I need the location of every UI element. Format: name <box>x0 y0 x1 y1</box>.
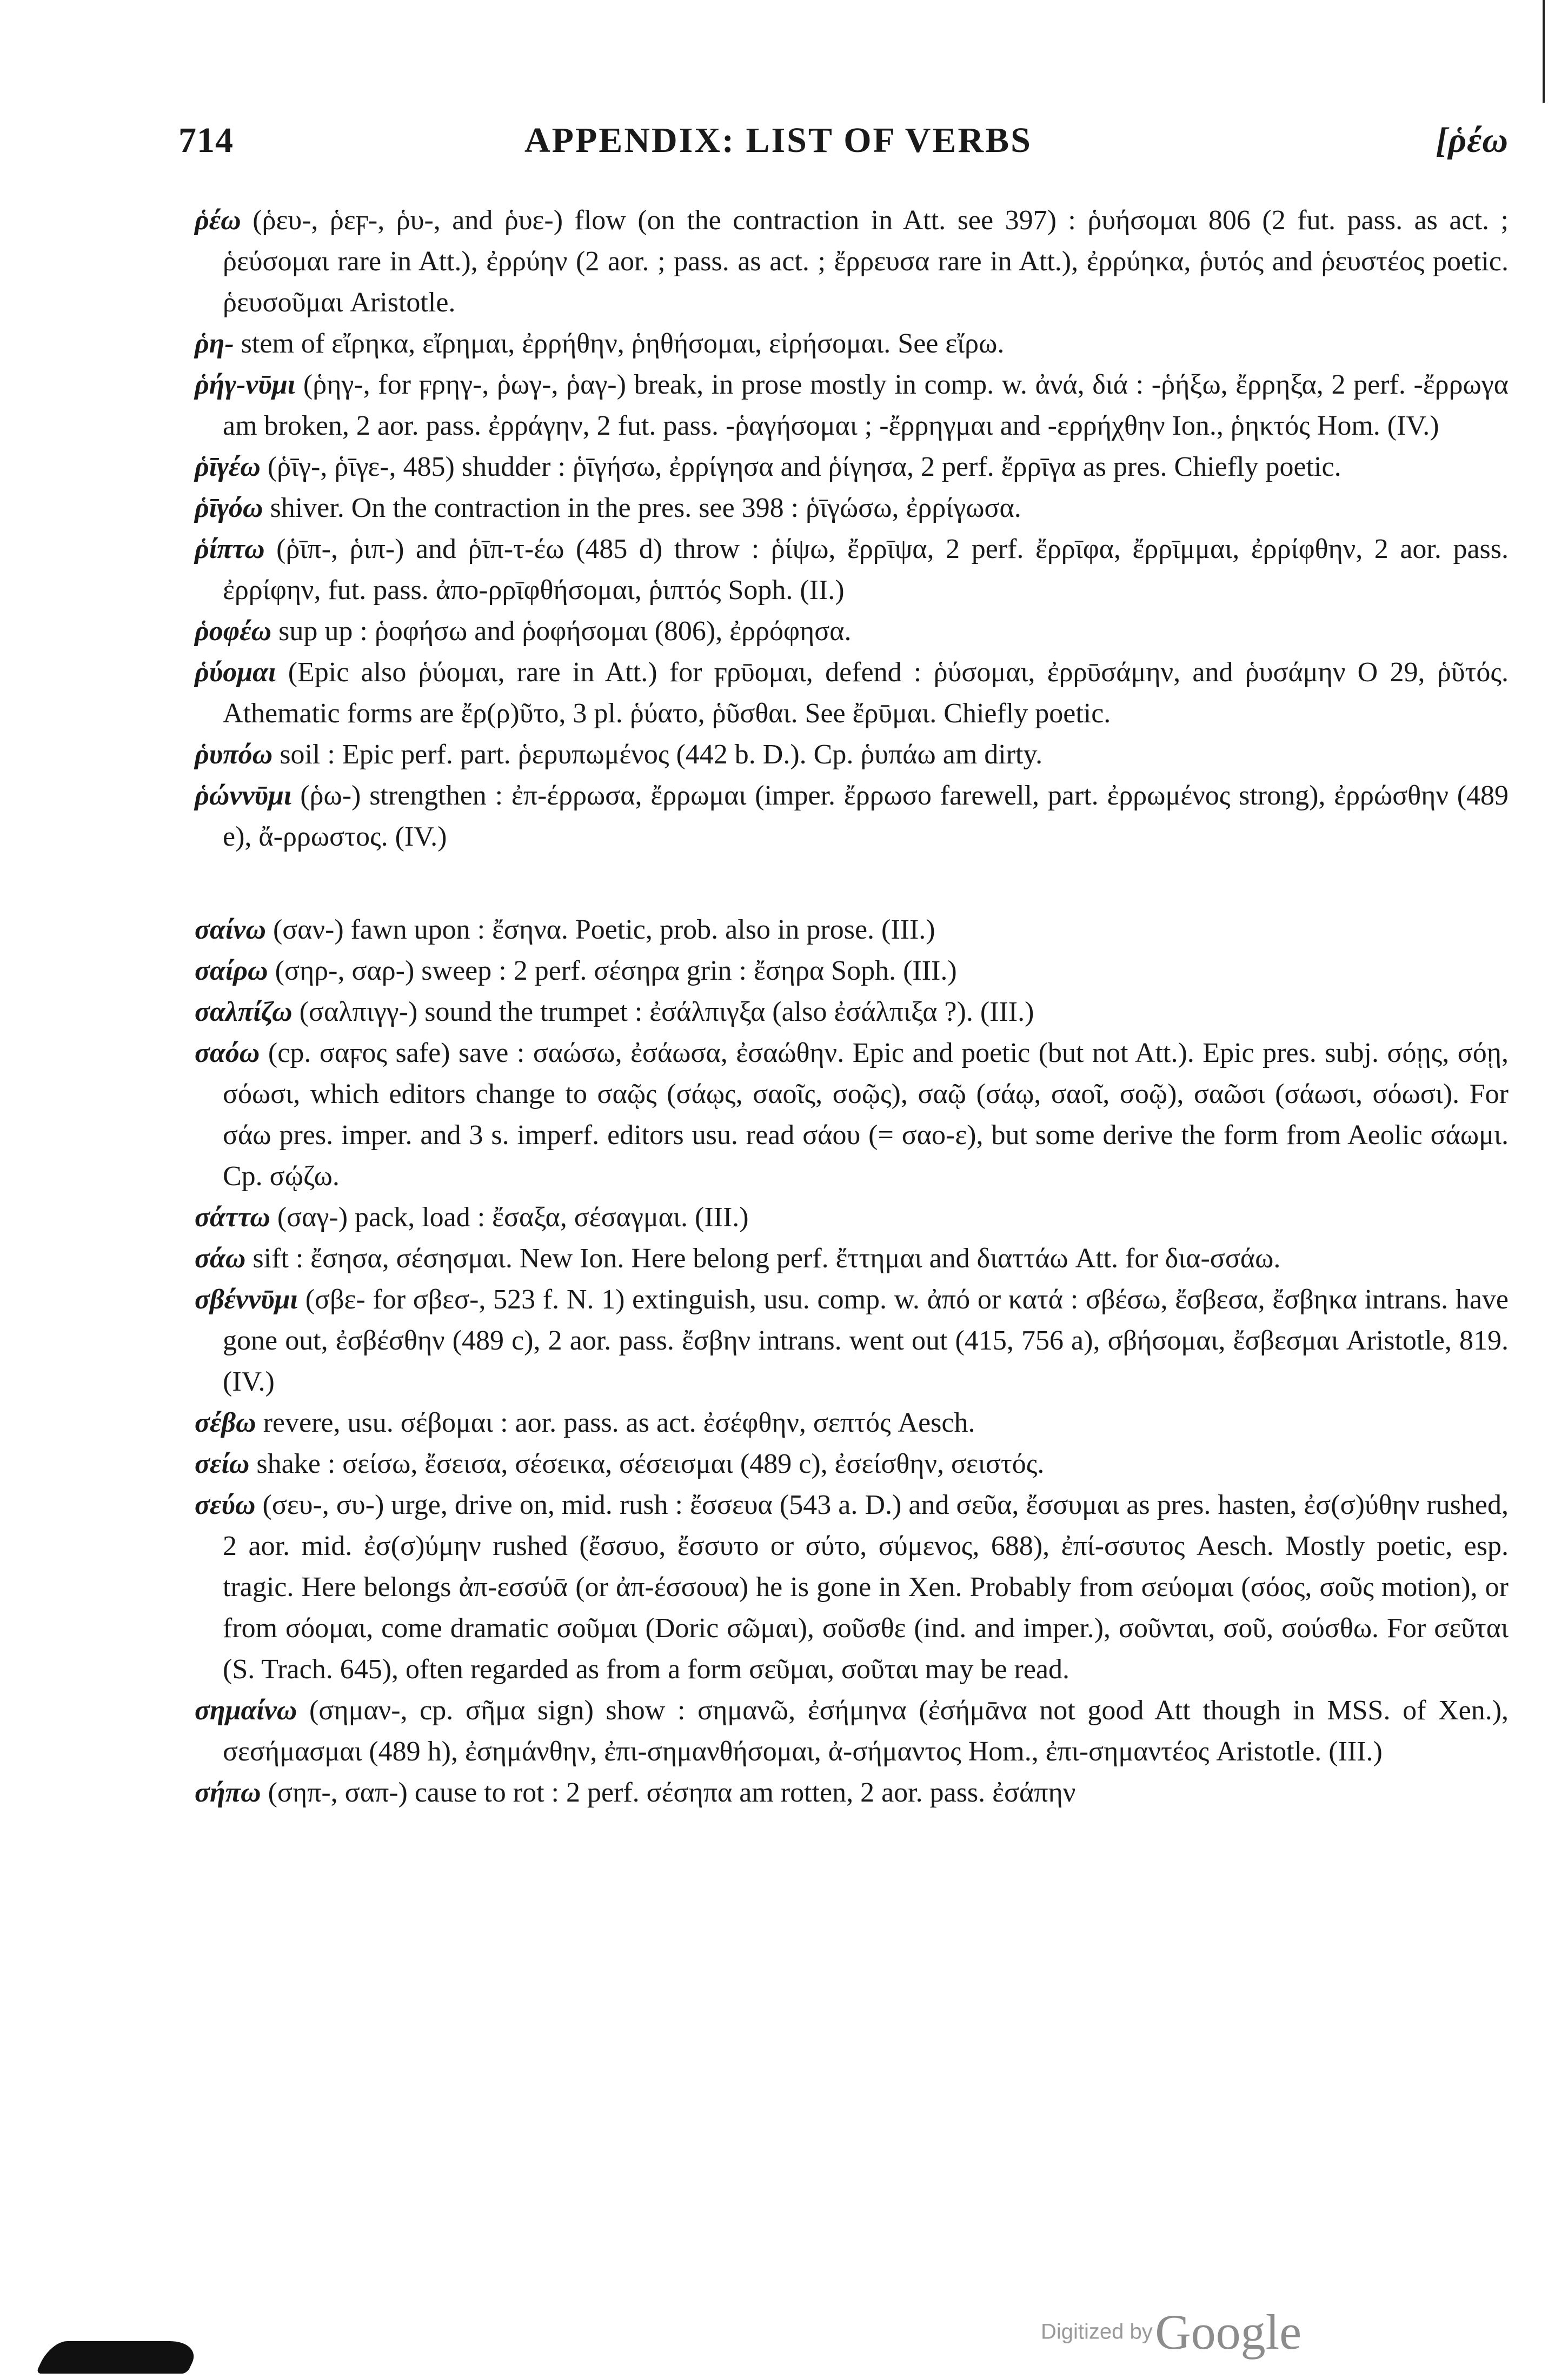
entry-text: (σαλπιγγ-) sound the trumpet : ἐσάλπιγξα (also ἐσάλπιξα ?). (III.) <box>299 996 1034 1027</box>
entry-text: (ῥευ-, ῥεϝ-, ῥυ-, and ῥυε-) flow (on the contraction in Att. see 397) : ῥυήσομαι 806 (2 fut. pass. as act. ; ῥεύσομαι rare in Att.), ἐρρύην (2 aor. ; pass. as act. ; ἔρρευσα rare in Att.), ἐρρύηκα, ῥυτός and ῥευστέος poetic. ῥευσοῦμαι Aristotle. <box>223 205 1509 318</box>
verb-list <box>195 200 1509 1813</box>
verb-entry <box>195 529 1509 611</box>
verb-entry <box>195 1690 1509 1772</box>
entry-headword: σαλπίζω <box>195 996 293 1027</box>
verb-entry <box>195 1444 1509 1485</box>
page-edge-rule <box>1543 0 1545 103</box>
verb-entry <box>195 1033 1509 1197</box>
verb-entry <box>195 200 1509 323</box>
entry-text: (σαγ-) pack, load : ἔσαξα, σέσαγμαι. (III.) <box>277 1202 749 1233</box>
entry-text: sift : ἔσησα, σέσησμαι. New Ion. Here belong perf. ἔττημαι and διαττάω Att. for δια-σσάω. <box>253 1243 1281 1274</box>
running-head: [ῥέω <box>1436 121 1509 160</box>
entry-headword: ῥῑγέω <box>195 451 261 482</box>
entry-text: (Epic also ῥύομαι, rare in Att.) for ϝρῡομαι, defend : ῥύσομαι, ἐρρῡσάμην, and ῥυσάμην O 29, ῥῦτός. Athematic forms are ἔρ(ρ)ῦτο, 3 pl. ῥύατο, ῥῦσθαι. See ἔρῡμαι. Chiefly poetic. <box>223 657 1509 729</box>
page-number: 714 <box>178 121 234 160</box>
entry-text: (cp. σαϝος safe) save : σαώσω, ἐσάωσα, ἐσαώθην. Epic and poetic (but not Att.). Epic pres. subj. σόῃς, σόῃ, σόωσι, which editors change to σαῷς (σάῳς, σαοῖς, σοῷς), σαῷ (σάῳ, σαοῖ, σοῷ), σαῶσι (σάωσι, σόωσι). For σάω pres. imper. and 3 s. imperf. editors usu. read σάου (= σαο-ε), but some derive the form from Aeolic σάωμι. Cp. σῴζω. <box>223 1038 1509 1192</box>
entry-headword: σαίνω <box>195 914 266 945</box>
entry-headword: ῥη- <box>195 328 234 359</box>
entry-text: (σαν-) fawn upon : ἔσηνα. Poetic, prob. also in prose. (III.) <box>273 914 935 945</box>
scan-smudge <box>36 2341 202 2374</box>
verb-entry <box>195 1197 1509 1238</box>
entry-headword: ῥύομαι <box>195 657 276 688</box>
entry-text: revere, usu. σέβομαι : aor. pass. as act. ἐσέφθην, σεπτός Aesch. <box>263 1407 975 1438</box>
entry-headword: σαίρω <box>195 955 268 986</box>
verb-entry <box>195 1485 1509 1690</box>
entry-text: shiver. On the contraction in the pres. see 398 : ῥῑγώσω, ἐρρίγωσα. <box>270 493 1021 523</box>
verb-entry <box>195 909 1509 951</box>
entry-headword: σημαίνω <box>195 1695 297 1726</box>
entry-headword: ῥίπτω <box>195 534 265 564</box>
entry-text: soil : Epic perf. part. ῥερυπωμένος (442 b. D.). Cp. ῥυπάω am dirty. <box>280 739 1043 770</box>
verb-entry <box>195 1238 1509 1279</box>
verb-entry <box>195 951 1509 992</box>
entry-headword: σάω <box>195 1243 246 1274</box>
entry-text: shake : σείσω, ἔσεισα, σέσεικα, σέσεισμαι (489 c), ἐσείσθην, σειστός. <box>256 1448 1045 1479</box>
entry-text: (ῥῑπ-, ῥιπ-) and ῥῑπ-τ-έω (485 d) throw : ῥίψω, ἔρρῑψα, 2 perf. ἔρρῑφα, ἔρρῑμμαι, ἐρρίφθην, 2 aor. pass. ἐρρίφην, fut. pass. ἀπο-ρρῑφθήσομαι, ῥιπτός Soph. (II.) <box>223 534 1509 606</box>
entry-text: (σηπ-, σαπ-) cause to rot : 2 perf. σέσηπα am rotten, 2 aor. pass. ἐσάπην <box>268 1777 1076 1808</box>
watermark-prefix: Digitized by <box>1041 2320 1153 2344</box>
entry-text: (ῥῑγ-, ῥῑγε-, 485) shudder : ῥῑγήσω, ἐρρίγησα and ῥίγησα, 2 perf. ἔρρῑγα as pres. Chiefly poetic. <box>267 451 1341 482</box>
entry-headword: ῥέω <box>195 205 241 236</box>
verb-entry <box>195 992 1509 1033</box>
entry-headword: ῥοφέω <box>195 616 272 647</box>
verb-entry <box>195 1279 1509 1403</box>
verb-entry <box>195 1772 1509 1813</box>
entry-text: (σημαν-, cp. σῆμα sign) show : σημανῶ, ἐσήμηνα (ἐσήμᾱνα not good Att though in MSS. of Xen.), σεσήμασμαι (489 h), ἐσημάνθην, ἐπι-σημανθήσομαι, ἀ-σήμαντος Hom., ἐπι-σημαντέος Aristotle. (III.) <box>223 1695 1509 1767</box>
verb-entry <box>195 775 1509 858</box>
verb-entry <box>195 1403 1509 1444</box>
entry-text: (ῥηγ-, for ϝρηγ-, ῥωγ-, ῥαγ-) break, in prose mostly in comp. w. ἀνά, διά : -ῥήξω, ἔρρηξα, 2 perf. -ἔρρωγα am broken, 2 aor. pass. ἐρράγην, 2 fut. pass. -ῥαγήσομαι ; -ἔρρηγμαι and -ερρήχθην Ion., ῥηκτός Hom. (IV.) <box>223 369 1509 441</box>
entry-headword: ῥώννῡμι <box>195 780 292 811</box>
entry-text: sup up : ῥοφήσω and ῥοφήσομαι (806), ἐρρόφησα. <box>278 616 852 647</box>
verb-entry <box>195 364 1509 447</box>
entry-headword: σάττω <box>195 1202 270 1233</box>
entry-headword: σείω <box>195 1448 250 1479</box>
entry-text: stem of εἴρηκα, εἴρημαι, ἐρρήθην, ῥηθήσομαι, εἰρήσομαι. See εἴρω. <box>241 328 1005 359</box>
entry-headword: ῥήγ-νῡμι <box>195 369 296 400</box>
entry-text: (σηρ-, σαρ-) sweep : 2 perf. σέσηρα grin : ἔσηρα Soph. (III.) <box>275 955 957 986</box>
entry-headword: ῥῑγόω <box>195 493 263 523</box>
verb-entry <box>195 652 1509 734</box>
verb-entry <box>195 488 1509 529</box>
entry-text: (σβε- for σβεσ-, 523 f. N. 1) extinguish, usu. comp. w. ἀπό or κατά : σβέσω, ἔσβεσα, ἔσβηκα intrans. have gone out, ἐσβέσθην (489 c), 2 aor. pass. ἔσβην intrans. went out (415, 756 a), σβήσομαι, ἔσβεσμαι Aristotle, 819. (IV.) <box>223 1284 1509 1397</box>
entry-headword: ῥυπόω <box>195 739 273 770</box>
entry-text: (ῥω-) strengthen : ἐπ-έρρωσα, ἔρρωμαι (imper. ἔρρωσο farewell, part. ἐρρωμένος strong), ἐρρώσθην (489 e), ἄ-ρρωστος. (IV.) <box>223 780 1509 852</box>
verb-entry <box>195 323 1509 364</box>
verb-entry <box>195 447 1509 488</box>
entry-headword: σαόω <box>195 1038 260 1068</box>
entry-headword: σβέννῡμι <box>195 1284 298 1315</box>
google-logo-text: Google <box>1155 2304 1302 2360</box>
digitized-watermark <box>1041 2303 1301 2361</box>
entry-headword: σεύω <box>195 1490 256 1520</box>
entry-headword: σήπω <box>195 1777 261 1808</box>
entry-text: (σευ-, συ-) urge, drive on, mid. rush : ἔσσευα (543 a. D.) and σεῦα, ἔσσυμαι as pres. hasten, ἐσ(σ)ύθην rushed, 2 aor. mid. ἐσ(σ)ύμην rushed (ἔσσυο, ἔσσυτο or σύτο, σύμενος, 688), ἐπί-σσυτος Aesch. Mostly poetic, esp. tragic. Here belongs ἀπ-εσσύᾱ (or ἀπ-έσσουα) he is gone in Xen. Probably from σεύομαι (σόος, σοῦς motion), or from σόομαι, come dramatic σοῦμαι (Doric σῶμαι), σοῦσθε (ind. and imper.), σοῦνται, σοῦ, σούσθω. For σεῦται (S. Trach. 645), often regarded as from a form σεῦμαι, σοῦται may be read. <box>223 1490 1509 1685</box>
entry-headword: σέβω <box>195 1407 256 1438</box>
page-header <box>178 120 1509 169</box>
verb-entry <box>195 734 1509 775</box>
page-title: APPENDIX: LIST OF VERBS <box>524 121 1032 160</box>
verb-entry <box>195 611 1509 652</box>
